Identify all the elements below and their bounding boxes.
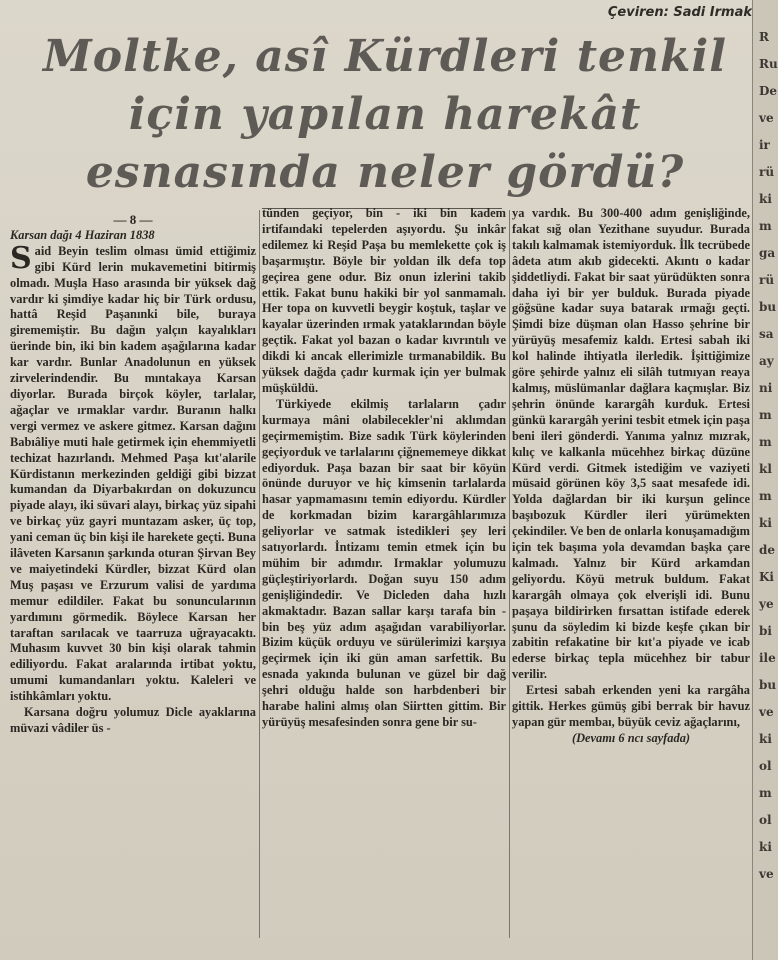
headline-line-2: için yapılan harekât (128, 89, 642, 140)
adjacent-column-fragment (752, 0, 778, 960)
margin-fragment: sa (759, 327, 774, 341)
paragraph: Türkiyede ekilmiş tarlaların çadır kurmaya mâni olabilecekler'ni aklımdan geçirmemiştim. Bize sadık Türk köylerinden geçiyorduk ve tarlalarını çiğnememeye dikkat ediyorduk. Paşa bazan bir saat bir köyün önünde duruyor ve hiç kimsenin tarlalarda hasar yapmamasını temin ediyordu. Kürdler de korkmadan bizim karargâhlarımıza geliyorlar ve satmak istedikleri şey leri satıyorlardı. İntizamı temin etmek için bu mühim bir adımdır. Irmaklar yolumuzu güçleştiriyorlardı. Doğan suyu 150 adım genişliğindedir. Ve Dicleden daha hızlı akmaktadır. Bazan sallar karşı tarafa bin - bin beş yüz adım aşağıdan varabiliyorlar. Bizim küçük orduyu ve sürülerimizi karşıya geçirmek için iki gün aman sarfettik. Bu esnada yakında bulunan ve güzel bir dağ şehri olduğu halde son harbdenberi bir harabe halini almış olan Siirtten gittim. Bir yürüyüş mesafesinden sonra gene bir su- (262, 396, 506, 729)
margin-fragment: Ki (759, 570, 774, 584)
margin-fragment: ile (759, 651, 776, 665)
margin-fragment: De (759, 84, 778, 98)
margin-fragment: ki (759, 732, 772, 746)
drop-cap: S (10, 240, 32, 276)
margin-fragment: m (759, 435, 772, 449)
margin-fragment: ir (759, 138, 770, 152)
column-divider-2 (509, 210, 510, 938)
paragraph: ya vardık. Bu 300-400 adım genişliğinde, fakat sığ olan Yezithane suyudur. Burada takılı kalmamak istemiyorduk. İlk tecrübede âdeta atım akıb gidecekti. Akıntı o kadar şiddetliydi. Fakat bir saat yürüdükten sonra daha iyi bir yer bulduk. Burada piyade göğsüne kadar suya batarak ırmağı geçti. Şimdi bize düşman olan Hasso şehrine bir yürüyüş mesafemiz kaldı. Ertesi sabah iki kol halinde ihtiyatla ilerledik. İşittiğimize göre şehirde yalnız eli silâh tutmıyan reaya kalmış, müslümanlar dağlara kaçmışlar. Biz şehrin önünde karargâh kurduk. Ertesi günkü karargâh yerini tesbit etmek için paşa beni ileri gönderdi. Yanıma yalnız mızrak, kılıç ve kalkanla mücehhez birkaç düzüne Kürd verdi. Gitmek istediğim ve vaziyeti müsaid görünen köy 3,5 saat mesafede idi. Yolda dağlardan bir iki kurşun gelince başıbozuk Kürdler ileri yürümekten çekindiler. Ve ben de onlarla konuşamadığım için tek başıma yola devamdan başka çare kalmadı. Yalnız bir Kürd arkamdan geliyordu. Köyü metruk buldum. Fakat karargâh olmaya çok elverişli idi. Bunu paşaya bildirirken fırsattan istifade ederek şunu da söyledim ki bizde keşfe çıkan bir zabitin refakatine bir kıt'a piyade ve icab ederse birkaç tepla mücehhez bir tabur verilir. (512, 206, 750, 682)
margin-fragment: R (759, 30, 769, 44)
continued-note: (Devamı 6 ncı sayfada) (571, 730, 691, 745)
article-column-2 (262, 206, 506, 731)
margin-fragment: m (759, 489, 772, 503)
margin-fragment: m (759, 219, 772, 233)
section-number: — 8 — (113, 212, 153, 227)
headline-line-3: esnasında neler gördü? (85, 147, 685, 198)
column-divider-1 (259, 210, 260, 938)
paragraph: tünden geçiyor, bin - iki bin kadem irtifaındaki tepelerden aşıyordu. Şu inkâr edilemez ki Reşid Paşa bu memlekette çok iş başarmıştır. Böyle bir yoldan ilk defa top geçirea gene odur. Biz onun izlerini takib ettik. Fakat bunu hakiki bir yol sanmamalı. Her topa on kuvvetli beygir koştuk, taşlar ve kayalar üzerinden ırmak yataklarından böyle geçtik. Fakat yol bazan o kadar kıvrıntılı ve dikdi ki ancak ellerimizle tırmanabildik. Bu yüksek dağda çadır kurmak için yer bulmak müşküldü. (262, 206, 506, 395)
margin-fragment: m (759, 786, 772, 800)
dateline: Karsan dağı 4 Haziran 1838 (10, 227, 155, 242)
article-column-3 (512, 206, 750, 747)
margin-fragment: ol (759, 759, 772, 773)
margin-fragment: ve (759, 705, 774, 719)
margin-fragment: bu (759, 678, 777, 692)
article-column-1 (10, 206, 256, 737)
paragraph-text: aid Beyin teslim olması ümid ettiğimiz gibi Kürd lerin mukavemetini bitirmiş olmadı. Muşla Haso arasında bir yüksek dağ vardır ki şimdiye kadar hiç bir Türk ordusu, hattâ Reşid Paşanınki bile, buraya girememiştir. Bu dağın yalçın kayalıkları üerinde bin, iki bin kadem aşağılarına kadar kar vardır. Bunlar Anadolunun en yüksek zirvelerindendir. Bu mıntakaya Karsan diyorlar. Burada birçok köyler, tarlalar, ağaçlar ve ırmaklar vardır. Buranın halkı vergi vermez ve askere gitmez. Karsan dağını Babıâliye muti hale getirmek için ehemmiyetli techizat hazırlandı. Mehmed Paşa kıt'alarile Kürdistanın merkezinden geldiği gibi bizzat kumandan da Diyarbakırdan on dokuzuncu piyade alayı, iki süvari alayı, birkaç yüz sipahi ve birkaç yüz gayri muntazam asker, üç top, yani ceman üç bin kişi ile harekete geçti. Buna ilâveten Karsanın şarkında oturan Şirvan Bey ve maiyetindeki Kürdler, bizzat Kürd olan Muş paşası ve Erzurum valisi de yardıma memur edildiler. Fakat bu sonuncularının yardımını görmedik. Böylece Karsan her taraftan sarılacak ve taarruza uğrayacaktı. Muhasım kuvvet 30 bin kişi olarak tahmin ediliyordu. Fakat aralarında irtibat yoktu, umumi kumandanları yoktu. Kaleleri ve istihkâmları yoktu. (10, 243, 256, 704)
margin-fragment: ki (759, 840, 772, 854)
margin-fragment: ye (759, 597, 774, 611)
translator-credit: Çeviren: Sadi Irmak (607, 5, 752, 20)
margin-fragment: ki (759, 192, 772, 206)
paragraph (10, 240, 256, 705)
margin-fragment: m (759, 408, 772, 422)
margin-fragment: rü (759, 165, 775, 179)
margin-fragment: ay (759, 354, 774, 368)
margin-fragment: ve (759, 111, 774, 125)
margin-fragment: ki (759, 516, 772, 530)
margin-fragment: rü (759, 273, 775, 287)
margin-fragment: ol (759, 813, 772, 827)
margin-fragment: bu (759, 300, 777, 314)
paragraph: Ertesi sabah erkenden yeni ka rargâha gittik. Herkes gümüş gibi berrak bir havuz yapan gür membaı, büyük ceviz ağaçlarını, (512, 683, 750, 729)
headline (20, 28, 750, 202)
paragraph: Karsana doğru yolumuz Dicle ayaklarına müvazi vâdiler üs - (10, 705, 256, 735)
margin-fragment: de (759, 543, 776, 557)
margin-fragment: bi (759, 624, 772, 638)
headline-line-1: Moltke, asî Kürdleri tenkil (43, 31, 727, 82)
margin-fragment: ve (759, 867, 774, 881)
margin-fragment: ni (759, 381, 773, 395)
margin-fragment: Ru (759, 57, 778, 71)
margin-fragment: kl (759, 462, 772, 476)
margin-fragment: ga (759, 246, 776, 260)
